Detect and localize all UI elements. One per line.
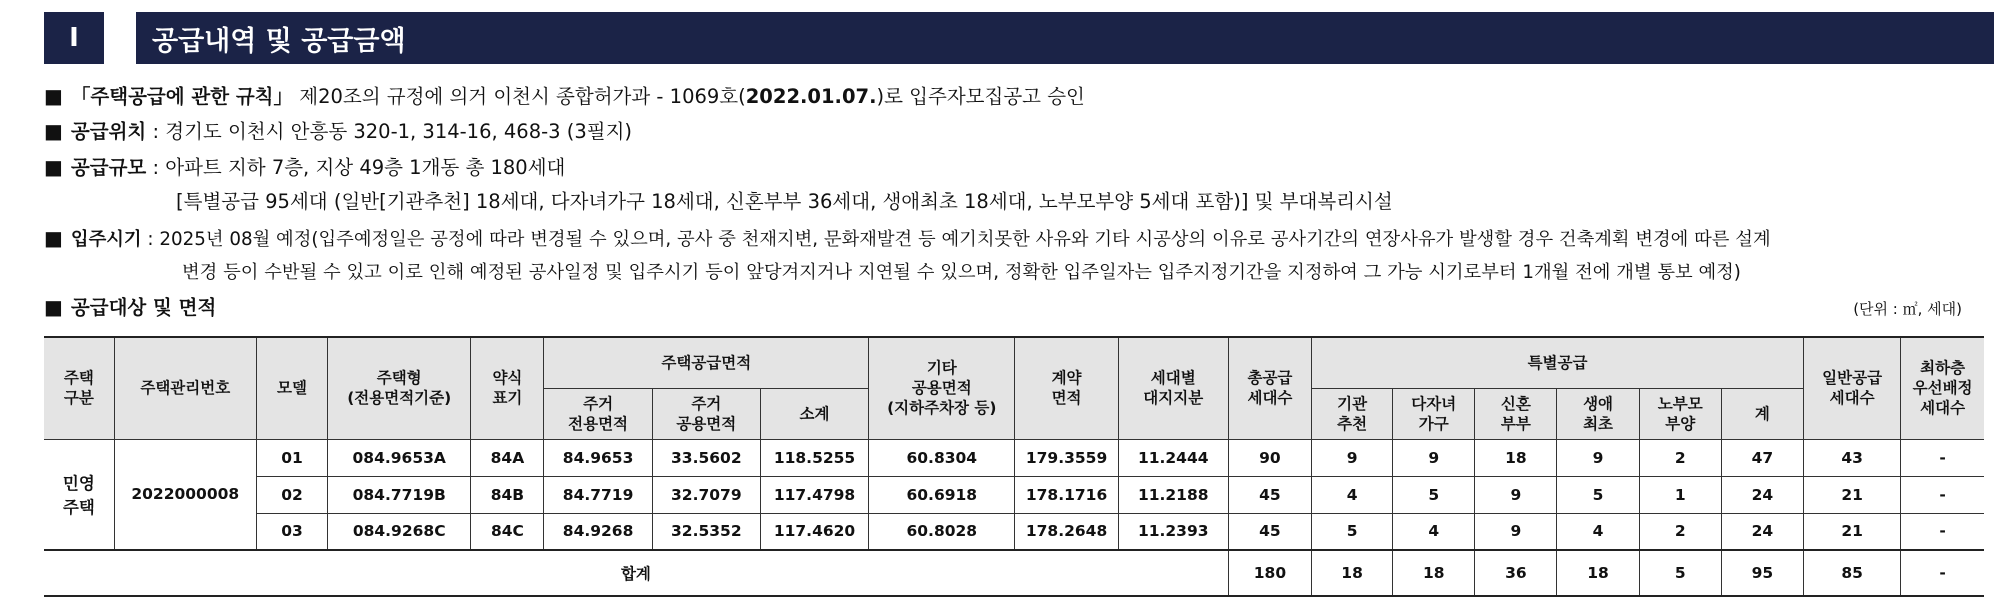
move-in-line <box>44 226 1771 252</box>
table-cell: 47 <box>1721 439 1803 476</box>
unit-note: (단위 : ㎡, 세대) <box>1853 300 1962 318</box>
supply-target-heading <box>44 295 216 320</box>
table-row <box>44 439 1984 476</box>
table-cell: - <box>1901 476 1984 513</box>
header-contract-area: 계약 면적 <box>1015 337 1118 439</box>
table-cell: 43 <box>1804 439 1901 476</box>
total-cell: 5 <box>1639 550 1721 596</box>
table-cell: 84.9653 <box>544 439 652 476</box>
supply-target-title: 공급대상 및 면적 <box>70 296 217 319</box>
mgmt-no-cell: 2022000008 <box>114 439 256 550</box>
table-cell: 32.7079 <box>652 476 760 513</box>
header-special-supply: 특별공급 <box>1312 337 1804 388</box>
table-cell: 1 <box>1639 476 1721 513</box>
header-total-units: 총공급 세대수 <box>1228 337 1311 439</box>
section-header <box>44 12 1994 64</box>
table-cell: 11.2188 <box>1118 476 1228 513</box>
section-number: I <box>44 12 104 64</box>
total-cell: 18 <box>1312 550 1393 596</box>
header-first-time: 생애 최초 <box>1557 388 1639 439</box>
table-cell: 9 <box>1475 513 1557 550</box>
table-cell: 9 <box>1475 476 1557 513</box>
supply-table <box>44 336 1984 597</box>
table-cell: 118.5255 <box>760 439 868 476</box>
table-cell: 90 <box>1228 439 1311 476</box>
table-cell: 9 <box>1393 439 1475 476</box>
header-lowest-floor: 최하층 우선배정 세대수 <box>1901 337 1984 439</box>
total-cell: 180 <box>1228 550 1311 596</box>
table-row <box>44 476 1984 513</box>
table-cell: - <box>1901 513 1984 550</box>
table-cell: 84C <box>471 513 544 550</box>
approval-text-end: )로 입주자모집공고 승인 <box>876 85 1085 108</box>
header-mgmt-no: 주택관리번호 <box>114 337 256 439</box>
header-newlywed: 신혼 부부 <box>1475 388 1557 439</box>
move-in-text: : 2025년 08월 예정(입주예정일은 공정에 따라 변경될 수 있으며, 공사 중 천재지변, 문화재발견 등 예기치못한 사유와 기타 시공상의 이유로 공사기간의 연장사유가 발생할 경우 건축계획 변경에 따른 설계 <box>141 229 1771 250</box>
house-type-cell: 민영 주택 <box>44 439 114 550</box>
table-row <box>44 513 1984 550</box>
bullet-square-icon: ■ <box>44 226 63 250</box>
location-label: 공급위치 <box>70 120 147 143</box>
section-title: 공급내역 및 공급금액 <box>136 12 1994 64</box>
move-in-label: 입주시기 <box>70 229 142 250</box>
header-house-type: 주택 구분 <box>44 337 114 439</box>
table-cell: 84.7719 <box>544 476 652 513</box>
table-cell: 03 <box>256 513 327 550</box>
rule-name: 「주택공급에 관한 규칙」 <box>70 85 294 108</box>
table-cell: 5 <box>1312 513 1393 550</box>
table-cell: 5 <box>1393 476 1475 513</box>
table-cell: 117.4798 <box>760 476 868 513</box>
table-cell: 11.2444 <box>1118 439 1228 476</box>
header-land-share: 세대별 대지지분 <box>1118 337 1228 439</box>
table-cell: 4 <box>1393 513 1475 550</box>
table-cell: 60.8028 <box>869 513 1015 550</box>
table-cell: 84.9268 <box>544 513 652 550</box>
location-text: : 경기도 이천시 안흥동 320-1, 314-16, 468-3 (3필지) <box>146 120 633 143</box>
scale-detail-line <box>176 190 1393 214</box>
header-elderly: 노부모 부양 <box>1639 388 1721 439</box>
header-special-sum: 계 <box>1721 388 1803 439</box>
header-exclusive-area: 주거 전용면적 <box>544 388 652 439</box>
total-cell: 95 <box>1721 550 1803 596</box>
header-multi-child: 다자녀 가구 <box>1393 388 1475 439</box>
table-cell: 4 <box>1312 476 1393 513</box>
table-cell: 178.1716 <box>1015 476 1118 513</box>
table-cell: 18 <box>1475 439 1557 476</box>
table-cell: 084.7719B <box>328 476 471 513</box>
approval-text: 제20조의 규정에 의거 이천시 종합허가과 - 1069호( <box>293 85 746 108</box>
bullet-square-icon: ■ <box>44 84 63 108</box>
table-cell: - <box>1901 439 1984 476</box>
scale-text: : 아파트 지하 7층, 지상 49층 1개동 총 180세대 <box>146 156 566 179</box>
total-cell: 85 <box>1804 550 1901 596</box>
table-cell: 2 <box>1639 439 1721 476</box>
table-cell: 9 <box>1557 439 1639 476</box>
table-cell: 84B <box>471 476 544 513</box>
header-other-common: 기타 공용면적 (지하주차장 등) <box>869 337 1015 439</box>
header-model: 모델 <box>256 337 327 439</box>
table-cell: 45 <box>1228 513 1311 550</box>
scale-label: 공급규모 <box>70 156 147 179</box>
table-cell: 45 <box>1228 476 1311 513</box>
bullet-square-icon: ■ <box>44 155 63 179</box>
table-cell: 32.5352 <box>652 513 760 550</box>
header-subtotal: 소계 <box>760 388 868 439</box>
table-cell: 084.9268C <box>328 513 471 550</box>
bullet-square-icon: ■ <box>44 295 63 319</box>
total-label: 합계 <box>44 550 1228 596</box>
table-cell: 179.3559 <box>1015 439 1118 476</box>
table-cell: 84A <box>471 439 544 476</box>
table-cell: 02 <box>256 476 327 513</box>
table-cell: 24 <box>1721 513 1803 550</box>
header-institution: 기관 추천 <box>1312 388 1393 439</box>
total-cell: 18 <box>1557 550 1639 596</box>
table-cell: 60.6918 <box>869 476 1015 513</box>
scale-line <box>44 155 565 180</box>
table-cell: 33.5602 <box>652 439 760 476</box>
table-cell: 9 <box>1312 439 1393 476</box>
header-supply-area: 주택공급면적 <box>544 337 869 388</box>
table-cell: 2 <box>1639 513 1721 550</box>
total-cell: 36 <box>1475 550 1557 596</box>
move-in-text-2: 변경 등이 수반될 수 있고 이로 인해 예정된 공사일정 및 입주시기 등이 앞당겨지거나 지연될 수 있으며, 정확한 입주일자는 입주지정기간을 지정하여 그 가능 시기로부터 1개월 전에 개별 통보 예정) <box>182 262 1741 283</box>
table-cell: 11.2393 <box>1118 513 1228 550</box>
table-cell: 5 <box>1557 476 1639 513</box>
total-cell: 18 <box>1393 550 1475 596</box>
table-cell: 21 <box>1804 476 1901 513</box>
table-cell: 24 <box>1721 476 1803 513</box>
scale-detail-text: [특별공급 95세대 (일반[기관추천] 18세대, 다자녀가구 18세대, 신혼부부 36세대, 생애최초 18세대, 노부모부양 5세대 포함)] 및 부대복리시설 <box>176 190 1393 213</box>
table-cell: 084.9653A <box>328 439 471 476</box>
total-cell: - <box>1901 550 1984 596</box>
header-general-supply: 일반공급 세대수 <box>1804 337 1901 439</box>
table-cell: 4 <box>1557 513 1639 550</box>
bullet-square-icon: ■ <box>44 119 63 143</box>
approval-date: 2022.01.07. <box>745 85 877 108</box>
table-cell: 178.2648 <box>1015 513 1118 550</box>
table-cell: 01 <box>256 439 327 476</box>
approval-line <box>44 84 1085 109</box>
header-house-form: 주택형 (전용면적기준) <box>328 337 471 439</box>
table-cell: 21 <box>1804 513 1901 550</box>
header-common-area: 주거 공용면적 <box>652 388 760 439</box>
table-cell: 117.4620 <box>760 513 868 550</box>
move-in-line-2 <box>182 261 1741 285</box>
header-abbr: 약식 표기 <box>471 337 544 439</box>
location-line <box>44 119 632 144</box>
table-cell: 60.8304 <box>869 439 1015 476</box>
total-row <box>44 550 1984 596</box>
